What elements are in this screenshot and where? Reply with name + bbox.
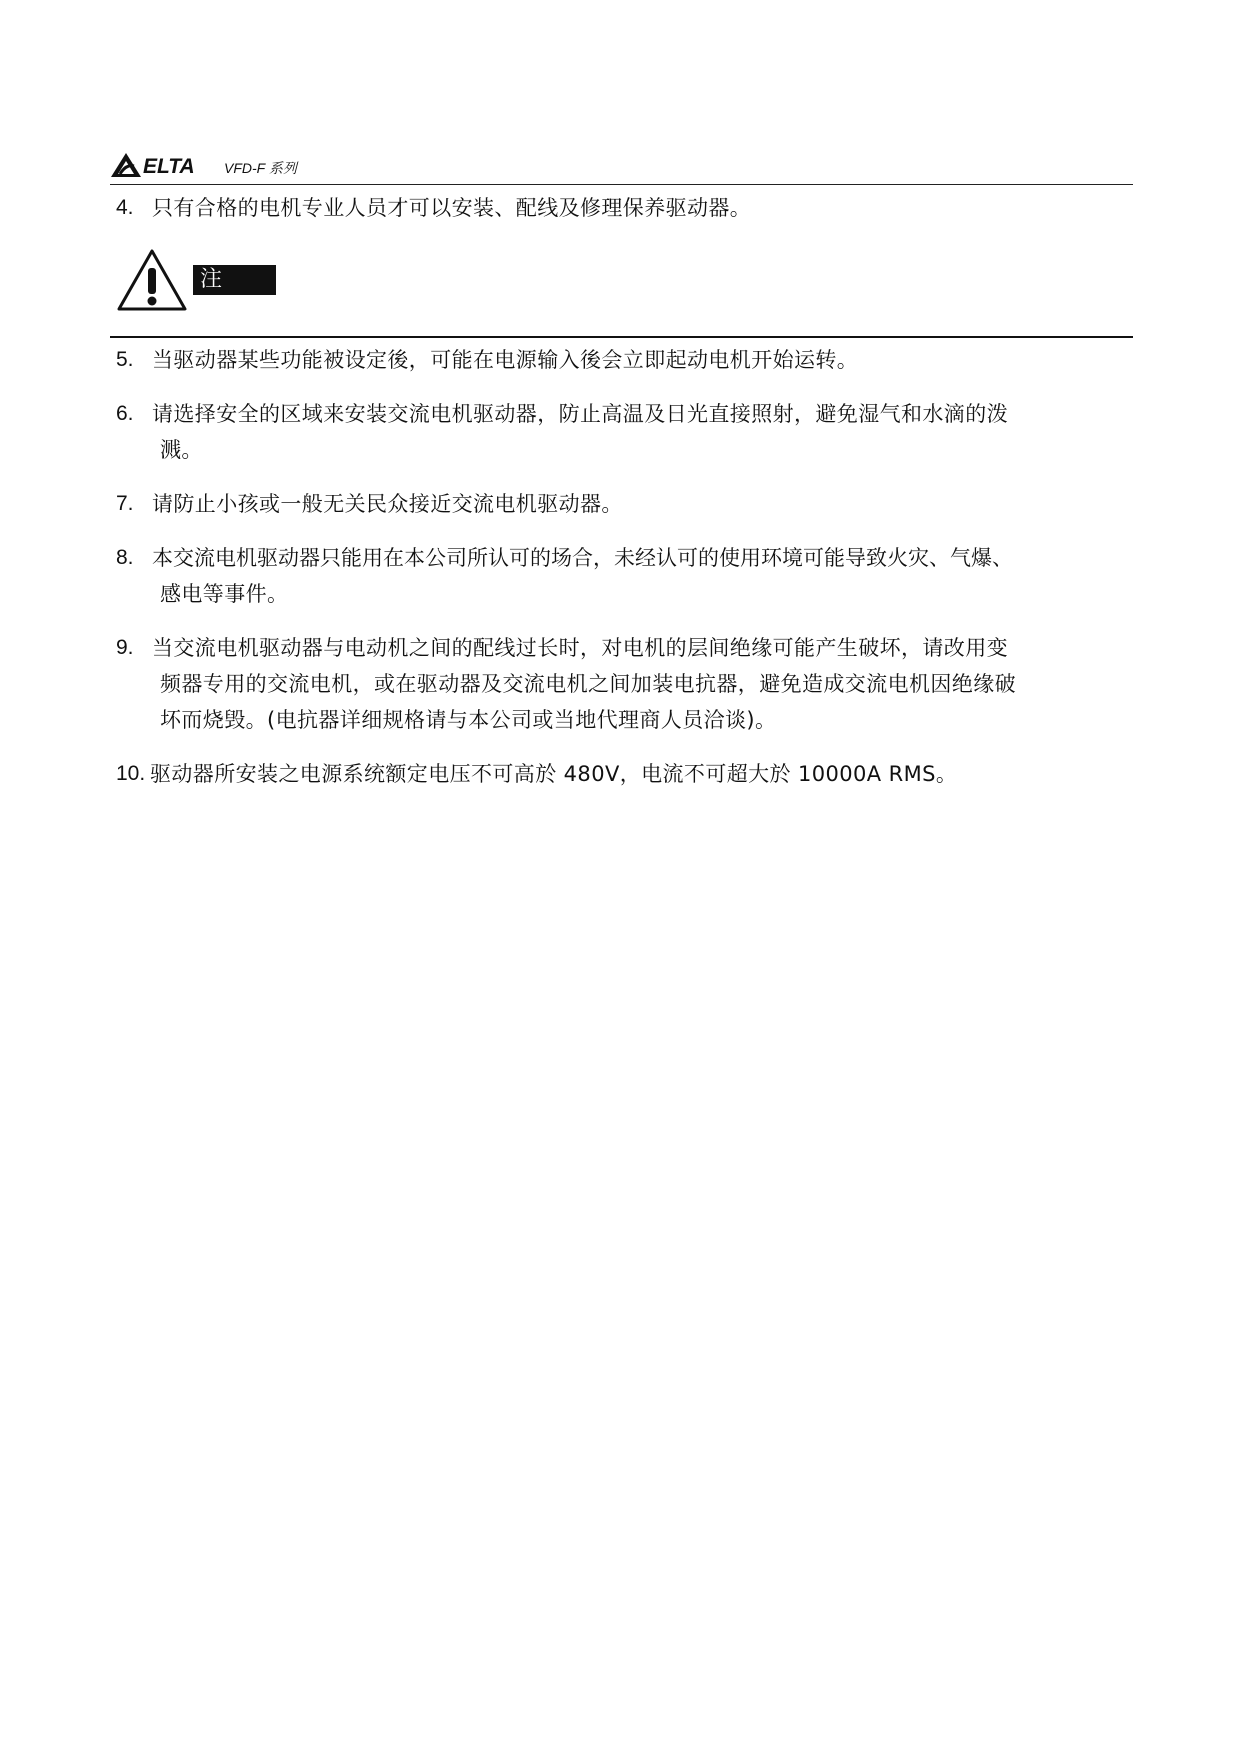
warning-triangle-icon bbox=[116, 248, 188, 312]
caution-divider bbox=[110, 336, 1133, 338]
item-text: 只有合格的电机专业人员才可以安装、配线及修理保养驱动器。 bbox=[152, 196, 752, 220]
item-text-line-2: 频器专用的交流电机，或在驱动器及交流电机之间加装电抗器，避免造成交流电机因绝缘破 bbox=[160, 672, 1016, 696]
item-text-line-2: 感电等事件。 bbox=[160, 582, 289, 606]
item-text-line-3: 坏而烧毁。(电抗器详细规格请与本公司或当地代理商人员洽谈)。 bbox=[160, 708, 777, 732]
item-number: 6. bbox=[116, 402, 134, 425]
item-text: 请防止小孩或一般无关民众接近交流电机驱动器。 bbox=[152, 492, 623, 516]
item-text: 本交流电机驱动器只能用在本公司所认可的场合，未经认可的使用环境可能导致火灾、气爆、 bbox=[152, 546, 1013, 570]
item-text: 当驱动器某些功能被设定後，可能在电源输入後会立即起动电机开始运转。 bbox=[152, 348, 859, 372]
item-text: 当交流电机驱动器与电动机之间的配线过长时，对电机的层间绝缘可能产生破坏，请改用变 bbox=[152, 636, 1008, 660]
item-number: 9. bbox=[116, 636, 134, 659]
header-divider bbox=[110, 184, 1133, 185]
item-text: 请选择安全的区域来安装交流电机驱动器，防止高温及日光直接照射，避免湿气和水滴的泼 bbox=[152, 402, 1008, 426]
delta-logo bbox=[110, 152, 195, 178]
list-item bbox=[116, 190, 1136, 226]
list-item bbox=[116, 396, 1136, 468]
caution-block bbox=[116, 248, 276, 322]
list-item bbox=[116, 630, 1136, 738]
item-number: 10. bbox=[116, 762, 146, 785]
item-number: 8. bbox=[116, 546, 134, 569]
item-number: 7. bbox=[116, 492, 134, 515]
list-item bbox=[116, 540, 1136, 612]
page-header bbox=[110, 144, 1133, 186]
list-item bbox=[116, 486, 1136, 522]
item-text: 驱动器所安装之电源系统额定电压不可高於 480V，电流不可超大於 10000A RMS。 bbox=[150, 762, 958, 786]
item-number: 5. bbox=[116, 348, 134, 371]
item-text-line-2: 溅。 bbox=[160, 438, 203, 462]
delta-triangle-icon bbox=[110, 152, 142, 178]
list-item bbox=[116, 342, 1136, 378]
logo-text: ELTA bbox=[143, 155, 195, 178]
list-item bbox=[116, 756, 1136, 792]
series-label: VFD-F 系列 bbox=[224, 160, 297, 176]
item-number: 4. bbox=[116, 196, 134, 219]
caution-label: 注意！ bbox=[193, 265, 276, 295]
